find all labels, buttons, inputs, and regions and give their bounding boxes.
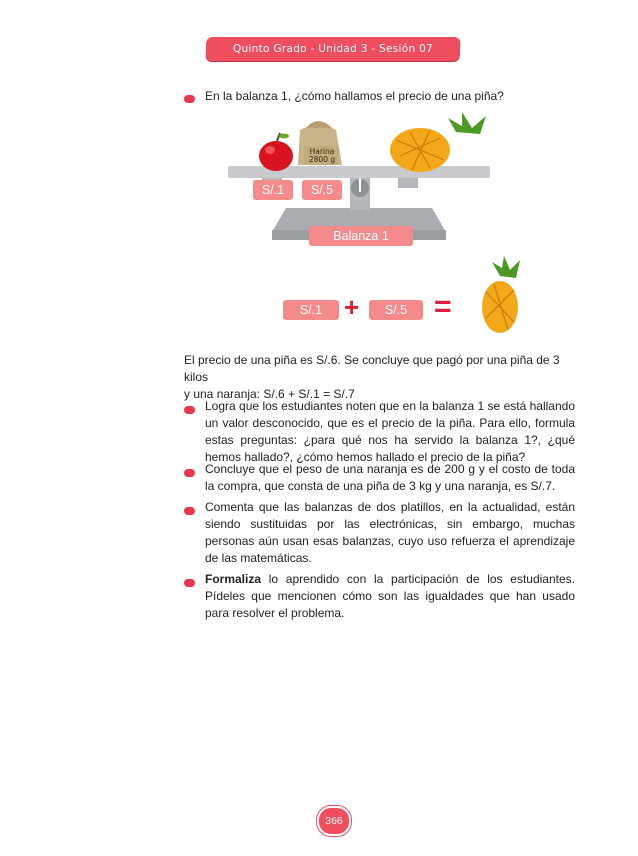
flour-bag-label [305, 148, 339, 164]
equation-pineapple-icon [482, 256, 520, 333]
equation-term-1: S/.1 [283, 300, 339, 320]
apple-icon [259, 133, 293, 171]
bullet-item: Concluye que el peso de una naranja es de 200 g y el costo de toda la compra, que consta de una piña de 3 kg y una naranja, es S/.7. [205, 462, 575, 493]
bullet-item [205, 571, 575, 622]
flour-bag-name: Harina [309, 147, 335, 156]
bullet-item: Comenta que las balanzas de dos platillos, en la actualidad, están siendo sustituidas por las electrónicas, sin embargo, muchas personas aún usan esas balanzas, cuyo uso refuerza el aprendizaje de las matemáticas. [205, 500, 575, 565]
bag-price-tag: S/.5 [302, 180, 342, 200]
apple-price-tag: S/.1 [253, 180, 293, 200]
equation-plus: + [344, 292, 360, 322]
bullet-marker [184, 579, 195, 587]
bullet-marker [184, 469, 195, 477]
bullet-bold-word: Formaliza [205, 572, 262, 586]
conclusion-line-1: El precio de una piña es S/.6. Se concluye que pagó por una piña de 3 kilos [184, 353, 560, 384]
question-text: En la balanza 1, ¿cómo hallamos el precio de una piña? [205, 89, 504, 103]
bullet-marker [184, 507, 195, 515]
session-header-title: Quinto Grado - Unidad 3 - Sesión 07 [232, 43, 434, 55]
conclusion-line-2: y una naranja: S/.6 + S/.1 = S/.7 [184, 387, 355, 401]
conclusion-paragraph [184, 352, 584, 403]
pineapple-icon [390, 112, 486, 172]
equation-equals: = [434, 290, 452, 323]
equation-term-2: S/.5 [369, 300, 423, 320]
bullet-item: Logra que los estudiantes noten que en la balanza 1 se está hallando un valor desconocido, que es el precio de la piña. Para ello, formula estas preguntas: ¿para qué nos ha servido la balanza 1?, ¿qué hemos hallado?, ¿cómo hemos hallado el precio de la piña? [205, 399, 575, 464]
right-plate-support [398, 178, 418, 188]
flour-bag-weight: 2800 g [308, 155, 336, 164]
bullet-marker [184, 406, 195, 414]
page-number: 366 [317, 806, 351, 836]
bullet-rest-text: lo aprendido con la participación de los estudiantes. Pídeles que mencionen cómo son las igualdades que han usado para resolver el problema. [205, 572, 575, 620]
scale-label: Balanza 1 [309, 226, 413, 246]
